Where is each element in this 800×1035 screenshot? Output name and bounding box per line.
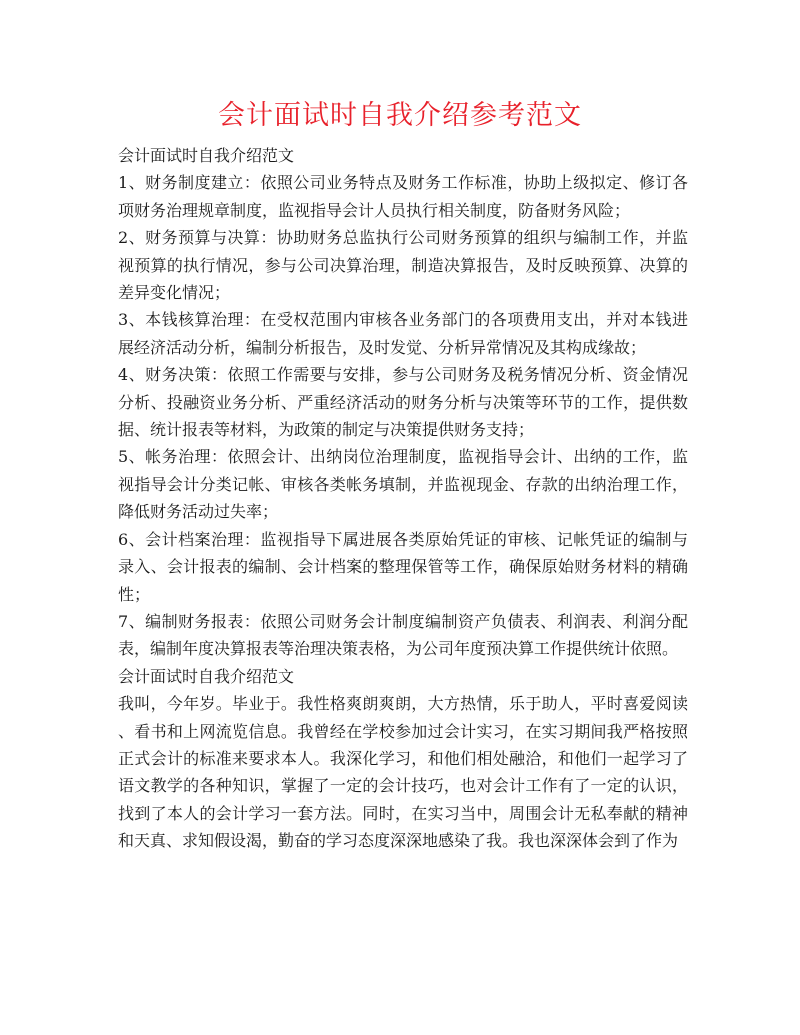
paragraph-item-2: 2、财务预算与决算：协助财务总监执行公司财务预算的组织与编制工作，并监视预算的执行情况，参与公司决算治理，制造决算报告，及时反映预算、决算的差异变化情况； — [118, 228, 688, 303]
paragraph-item-6: 6、会计档案治理：监视指导下属进展各类原始凭证的审核、记帐凭证的编制与录入、会计报表的编制、会计档案的整理保管等工作，确保原始财务材料的精确性； — [118, 529, 688, 604]
self-intro-paragraph: 我叫，今年岁。毕业于。我性格爽朗爽朗，大方热情，乐于助人，平时喜爱阅读、看书和上网流览信息。我曾经在学校参加过会计实习，在实习期间我严格按照正式会计的标准来要求本人。我深化学习，和他们相处融洽，和他们一起学习了语文教学的各种知识，掌握了一定的会计技巧，也对会计工作有了一定的认识，找到了本人的会计学习一套方法。同时，在实习当中，周围会计无私奉献的精神和天真、求知假设渴，勤奋的学习态度深深地感染了我。我也深深体会到了作为 — [118, 694, 688, 851]
document-body — [118, 142, 688, 855]
paragraph-item-5: 5、帐务治理：依照会计、出纳岗位治理制度，监视指导会计、出纳的工作，监视指导会计分类记帐、审核各类帐务填制，并监视现金、存款的出纳治理工作，降低财务活动过失率； — [118, 447, 688, 522]
section-heading: 会计面试时自我介绍范文 — [118, 666, 295, 686]
paragraph-item-3: 3、本钱核算治理：在受权范围内审核各业务部门的各项费用支出，并对本钱进展经济活动分析，编制分析报告，及时发觉、分析异常情况及其构成缘故； — [118, 310, 688, 357]
paragraph-item-4: 4、财务决策：依照工作需要与安排，参与公司财务及税务情况分析、资金情况分析、投融资业务分析、严重经济活动的财务分析与决策等环节的工作，提供数据、统计报表等材料，为政策的制定与决策提供财务支持； — [118, 365, 688, 440]
paragraph-item-1: 1、财务制度建立：依照公司业务特点及财务工作标准，协助上级拟定、修订各项财务治理规章制度，监视指导会计人员执行相关制度，防备财务风险； — [118, 173, 688, 220]
document-title: 会计面试时自我介绍参考范文 — [218, 100, 582, 131]
paragraph-item-7: 7、编制财务报表：依照公司财务会计制度编制资产负债表、利润表、利润分配表，编制年度决算报表等治理决策表格，为公司年度预决算工作提供统计依照。 — [118, 611, 688, 659]
section-heading: 会计面试时自我介绍范文 — [118, 146, 295, 165]
